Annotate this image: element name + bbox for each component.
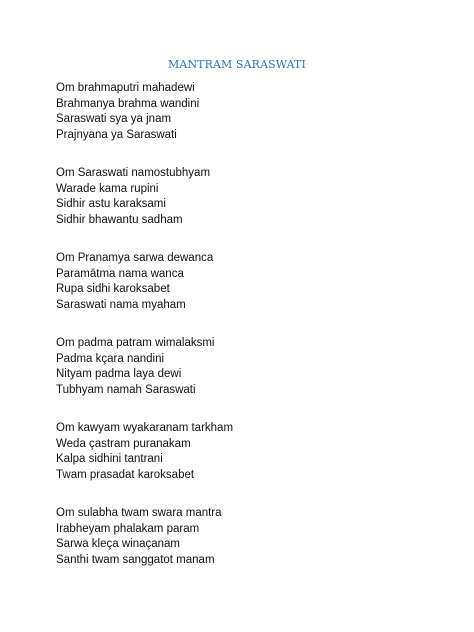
verse-line: Om kawyam wyakaranam tarkham xyxy=(56,422,234,434)
stanza-1 xyxy=(56,81,436,143)
verse-line: Weda çastram puranakam xyxy=(56,437,191,450)
stanza-2 xyxy=(56,166,436,228)
verse-line: Sarwa kleça winaçanam xyxy=(56,538,181,550)
verse-line: Saraswati nama myaham xyxy=(56,298,186,311)
verse-line: Sidhir astu karaksami xyxy=(56,198,166,210)
verse-line: Saraswati sya ya jnam xyxy=(56,113,172,125)
stanza-4 xyxy=(56,336,436,398)
stanza-6 xyxy=(56,506,436,568)
document-title: MANTRAM SARASWATI xyxy=(168,58,306,71)
verse-line: Om padma patram wimalaksmi xyxy=(56,337,215,349)
verse-line: Sidhir bhawantu sadham xyxy=(56,213,183,226)
verse-line: Santhi twam sanggatot manam xyxy=(56,553,215,566)
verse-line: Paramātma nama wanca xyxy=(56,267,184,280)
verse-line: Twam prasadat karoksabet xyxy=(56,468,195,481)
verse-line: Tubhyam namah Saraswati xyxy=(56,383,196,396)
verse-line: Rupa sidhi karoksabet xyxy=(56,283,170,295)
stanza-5 xyxy=(56,421,436,483)
mantra-text xyxy=(56,81,436,591)
verse-line: Warade kama rupini xyxy=(56,182,159,195)
verse-line: Om sulabha twam swara mantra xyxy=(56,507,222,519)
verse-line: Irabheyam phalakam param xyxy=(56,522,200,535)
verse-line: Om Pranamya sarwa dewanca xyxy=(56,252,214,264)
verse-line: Nityam padma laya dewi xyxy=(56,368,182,380)
verse-line: Padma kçara nandini xyxy=(56,352,165,365)
verse-line: Om Saraswati namostubhyam xyxy=(56,167,211,179)
verse-line: Prajnyana ya Saraswati xyxy=(56,128,177,141)
stanza-3 xyxy=(56,251,436,313)
verse-line: Om brahmaputri mahadewi xyxy=(56,82,195,94)
verse-line: Kalpa sidhini tantrani xyxy=(56,453,163,465)
verse-line: Brahmanya brahma wandini xyxy=(56,97,200,110)
